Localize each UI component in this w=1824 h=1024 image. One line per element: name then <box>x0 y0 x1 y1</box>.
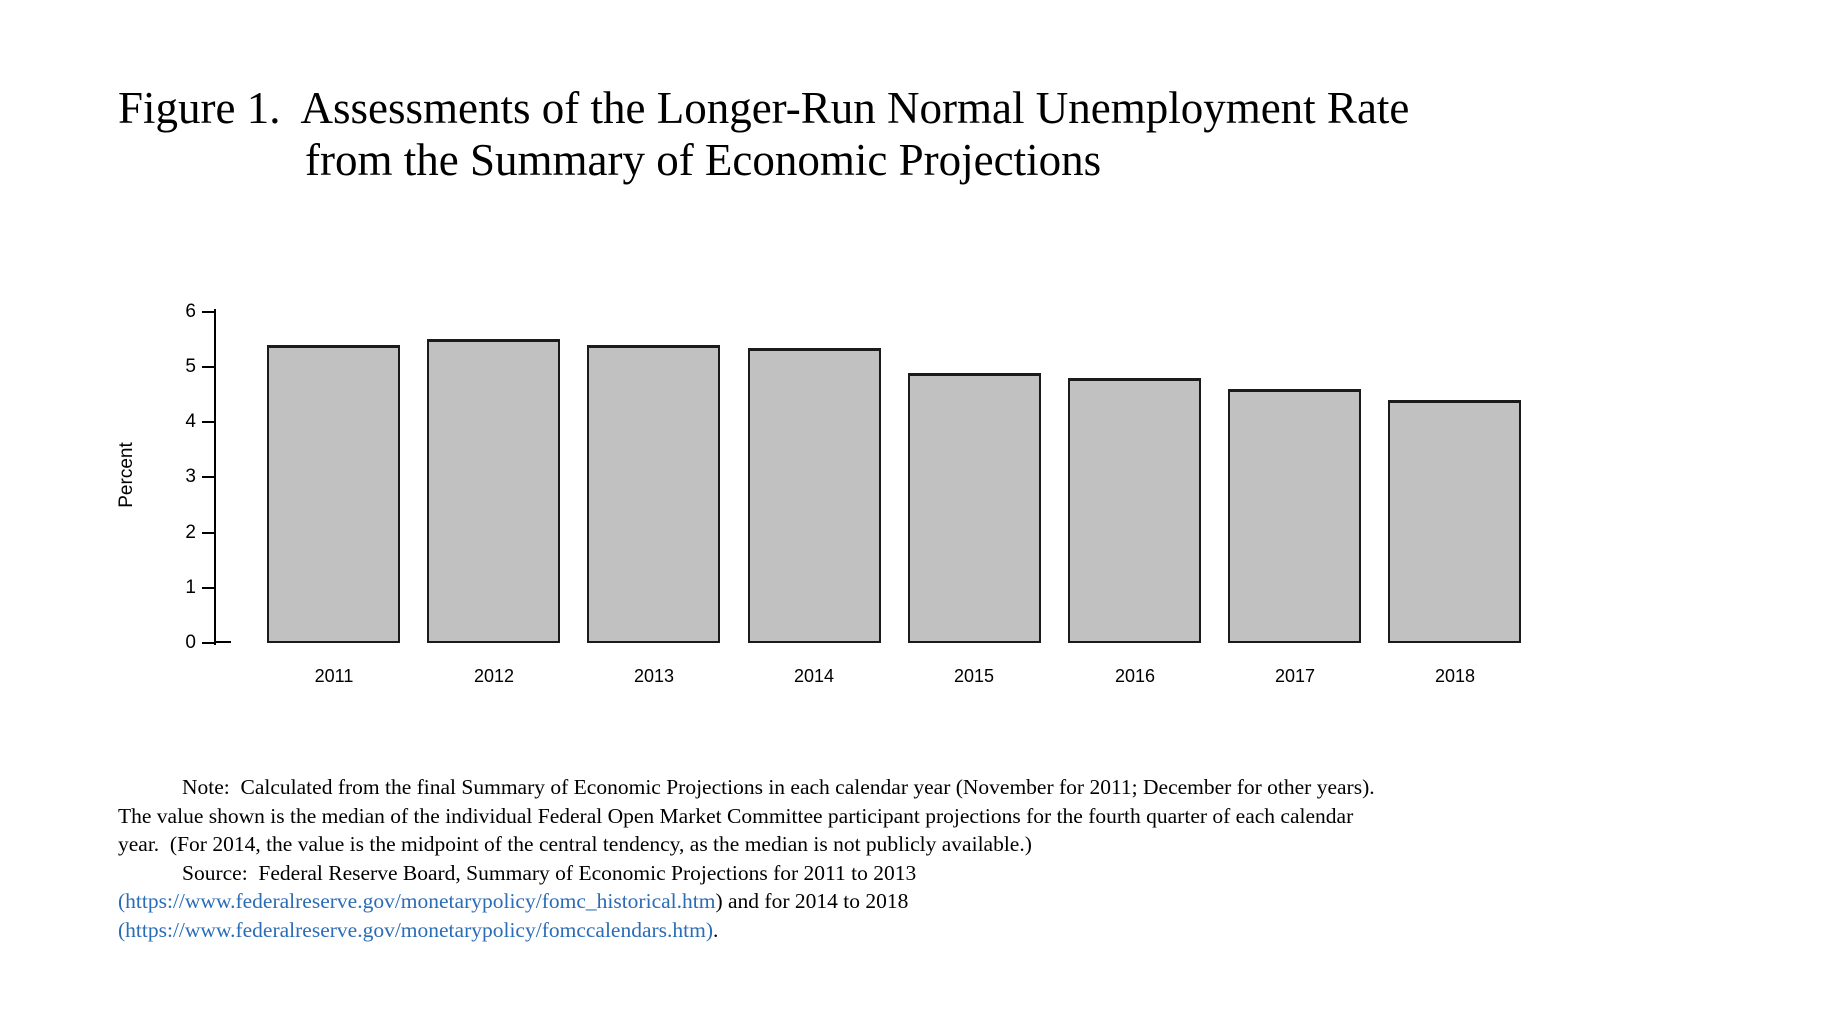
figure-notes <box>118 773 1618 945</box>
y-tick-mark-1 <box>202 587 215 589</box>
note-line-6 <box>118 916 1618 945</box>
note-text: year. (For 2014, the value is the midpoint of the central tendency, as the median is not publicly available.) <box>118 832 1032 857</box>
x-tick-label-2015: 2015 <box>953 666 995 686</box>
y-tick-label-5: 5 <box>185 356 196 377</box>
note-line-1 <box>118 773 1618 802</box>
note-line-4 <box>118 859 1618 888</box>
bar-2016 <box>1068 378 1201 643</box>
source-url-link[interactable]: (https://www.federalreserve.gov/monetarypolicy/fomc_historical.htm <box>118 889 716 914</box>
bar-2014 <box>748 348 881 643</box>
figure-title-line2: from the Summary of Economic Projections <box>305 135 1102 185</box>
bar-2013 <box>587 345 720 643</box>
bar-2012 <box>427 339 560 643</box>
y-tick-label-4: 4 <box>185 411 196 433</box>
y-tick-label-6: 6 <box>185 300 196 322</box>
bar-2018 <box>1388 400 1521 643</box>
x-tick-label-2018: 2018 <box>1434 666 1476 686</box>
y-tick-mark-5 <box>202 366 215 368</box>
bar-2011 <box>267 345 400 643</box>
note-text: Note: Calculated from the final Summary of Economic Projections in each calendar year (November for 2011; December for other years). <box>182 775 1375 799</box>
bar-2017 <box>1228 389 1361 643</box>
y-tick-mark-4 <box>202 421 215 423</box>
note-line-2 <box>118 802 1618 831</box>
note-line-5 <box>118 887 1618 916</box>
x-axis-corner <box>216 641 231 643</box>
y-tick-label-2: 2 <box>185 521 196 543</box>
y-tick-mark-3 <box>202 476 215 478</box>
x-tick-label-2016: 2016 <box>1114 666 1156 686</box>
note-text: ) and for 2014 to 2018 <box>715 889 909 914</box>
source-url-link[interactable]: (https://www.federalreserve.gov/monetarypolicy/fomccalendars.htm) <box>118 917 714 942</box>
x-tick-label-2011: 2011 <box>314 666 354 686</box>
y-tick-label-3: 3 <box>185 466 196 488</box>
y-tick-label-0: 0 <box>185 632 196 653</box>
x-tick-label-2014: 2014 <box>793 666 835 686</box>
y-axis-label: Percent <box>116 442 137 508</box>
x-tick-label-2013: 2013 <box>633 666 675 686</box>
note-text: Source: Federal Reserve Board, Summary of Economic Projections for 2011 to 2013 <box>182 860 917 885</box>
y-tick-mark-2 <box>202 532 215 534</box>
figure-title-line1: Figure 1. Assessments of the Longer-Run Normal Unemployment Rate <box>118 83 1410 133</box>
note-line-3 <box>118 830 1618 859</box>
y-tick-mark-6 <box>202 311 215 313</box>
y-tick-label-1: 1 <box>185 576 196 598</box>
x-tick-label-2012: 2012 <box>473 666 515 686</box>
x-tick-label-2017: 2017 <box>1274 666 1316 686</box>
y-tick-mark-0 <box>202 642 215 644</box>
bar-2015 <box>908 373 1041 643</box>
note-text: . <box>713 917 719 942</box>
note-text: The value shown is the median of the individual Federal Open Market Committee participant projections for the fourth quarter of each calendar <box>118 803 1354 828</box>
